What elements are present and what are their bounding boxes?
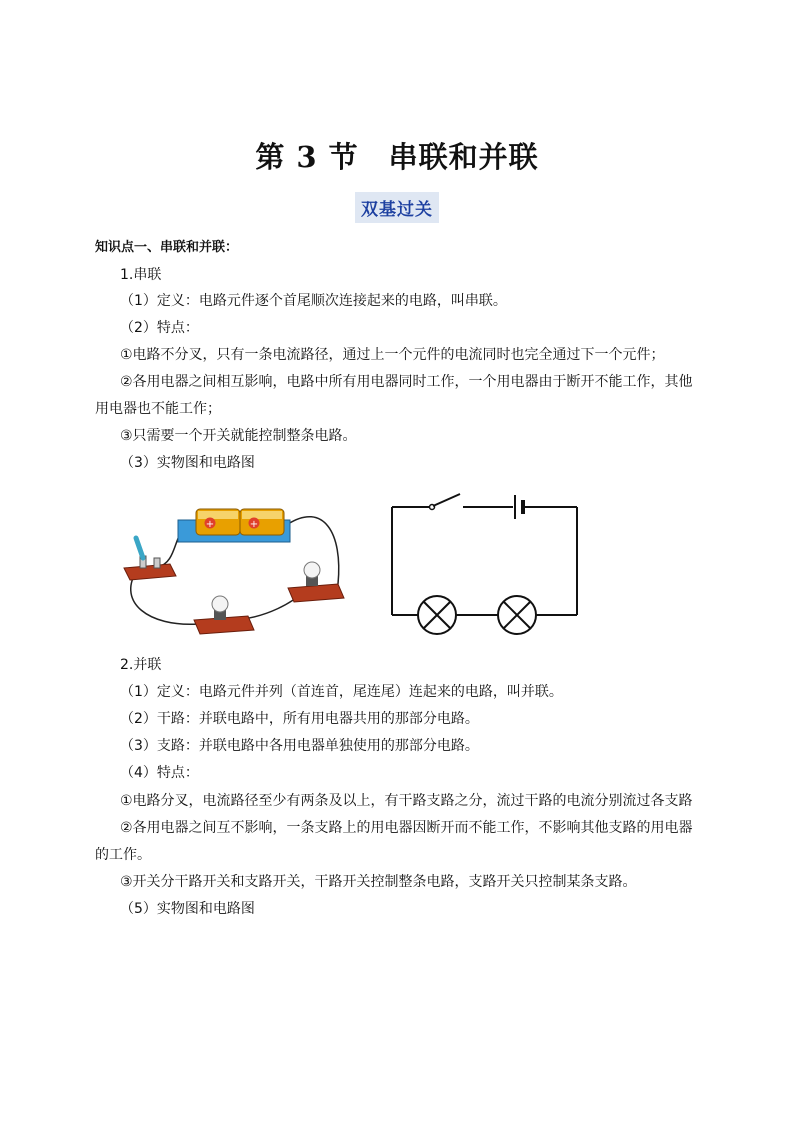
switch-board	[124, 564, 176, 580]
parallel-feature-2b: 的工作。	[95, 847, 151, 863]
series-feature-2a: ②各用电器之间相互影响，电路中所有用电器同时工作，一个用电器由于断开不能工作，其他	[120, 374, 693, 390]
battery-plus-2: +	[249, 519, 259, 530]
switch-post	[154, 558, 160, 568]
parallel-heading: 2.并联	[120, 657, 162, 673]
bulb-board	[288, 584, 344, 602]
bulb-icon	[304, 562, 320, 578]
series-features-label: （2）特点：	[120, 320, 199, 336]
series-feature-1: ①电路不分叉，只有一条电流路径，通过上一个元件的电流同时也完全通过下一个元件；	[120, 347, 665, 363]
battery-shine	[198, 511, 238, 519]
page-title: 第 3 节 串联和并联	[255, 140, 539, 174]
switch-blade	[433, 494, 460, 506]
battery-shine	[242, 511, 282, 519]
series-diagram-label: （3）实物图和电路图	[120, 455, 255, 471]
series-circuit-schematic	[385, 485, 585, 645]
parallel-diagram-label: （5）实物图和电路图	[120, 901, 255, 917]
parallel-features-label: （4）特点：	[120, 765, 199, 781]
parallel-trunk: （2）干路：并联电路中，所有用电器共用的那部分电路。	[120, 711, 479, 727]
battery-plus-1: +	[205, 519, 215, 530]
parallel-feature-1: ①电路分叉，电流路径至少有两条及以上，有干路支路之分，流过干路的电流分别流过各支路	[120, 793, 693, 809]
badge-wrap	[0, 192, 794, 223]
bulb-icon	[212, 596, 228, 612]
switch-lever	[136, 538, 143, 558]
parallel-definition: （1）定义：电路元件并列（首连首，尾连尾）连起来的电路，叫并联。	[120, 684, 563, 700]
series-feature-3: ③只需要一个开关就能控制整条电路。	[120, 428, 357, 444]
series-heading: 1.串联	[120, 267, 162, 283]
series-physical-diagram	[118, 492, 358, 652]
series-feature-2b: 用电器也不能工作；	[95, 401, 221, 417]
parallel-feature-3: ③开关分干路开关和支路开关，干路开关控制整条电路，支路开关只控制某条支路。	[120, 874, 637, 890]
wire	[131, 572, 198, 624]
knowledge-heading: 知识点一、串联和并联：	[95, 240, 239, 255]
parallel-branch: （3）支路：并联电路中各用电器单独使用的那部分电路。	[120, 738, 479, 754]
section-badge: 双基过关	[355, 192, 439, 223]
parallel-feature-2a: ②各用电器之间互不影响，一条支路上的用电器因断开而不能工作，不影响其他支路的用电器	[120, 820, 693, 836]
series-definition: （1）定义：电路元件逐个首尾顺次连接起来的电路，叫串联。	[120, 293, 507, 309]
